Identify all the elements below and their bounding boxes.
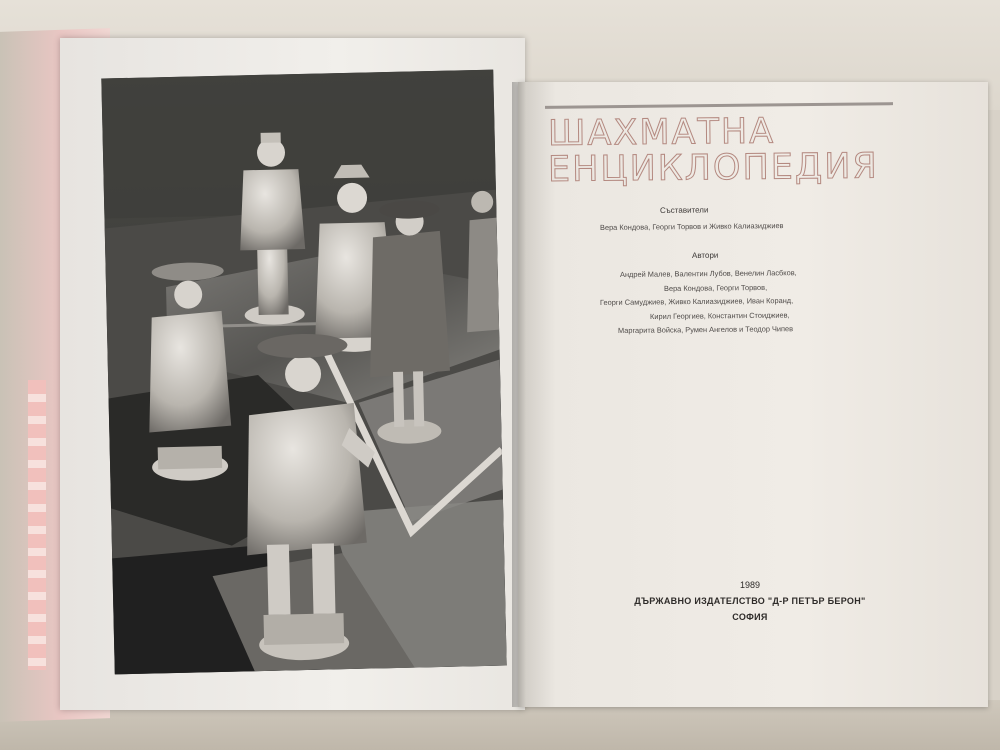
authors-line: Георги Самуджиев, Живко Калиазиджиев, Иван Коранд, (599, 295, 794, 307)
chess-photo-drawing (101, 70, 506, 675)
book-gutter-shadow (512, 82, 526, 707)
chess-pieces-photo (101, 70, 506, 675)
authors-line: Вера Кондова, Георги Торвов, (663, 282, 768, 293)
publication-city: СОФИЯ (732, 612, 768, 622)
book-title-line2: ЕНЦИКЛОПЕДИЯ (547, 146, 879, 190)
cover-pattern (28, 380, 46, 670)
compilers-heading: Съставители (659, 205, 709, 215)
authors-heading: Автори (691, 250, 719, 260)
compilers-names: Вера Кондова, Георги Торвов и Живко Калиазиджиев (599, 221, 784, 232)
publication-year: 1989 (739, 580, 761, 590)
left-page (60, 38, 525, 710)
publisher-name: ДЪРЖАВНО ИЗДАТЕЛСТВО "Д-Р ПЕТЪР БЕРОН" (634, 596, 866, 606)
authors-line: Маргарита Войска, Румен Ангелов и Теодор Чипев (617, 324, 794, 335)
authors-line: Андрей Малев, Валентин Лубов, Венелин Ласбков, (619, 268, 797, 279)
authors-line: Кирил Георгиев, Константин Стоиджиев, (649, 310, 790, 321)
book-title-line1: ШАХМАТНА (547, 111, 776, 154)
